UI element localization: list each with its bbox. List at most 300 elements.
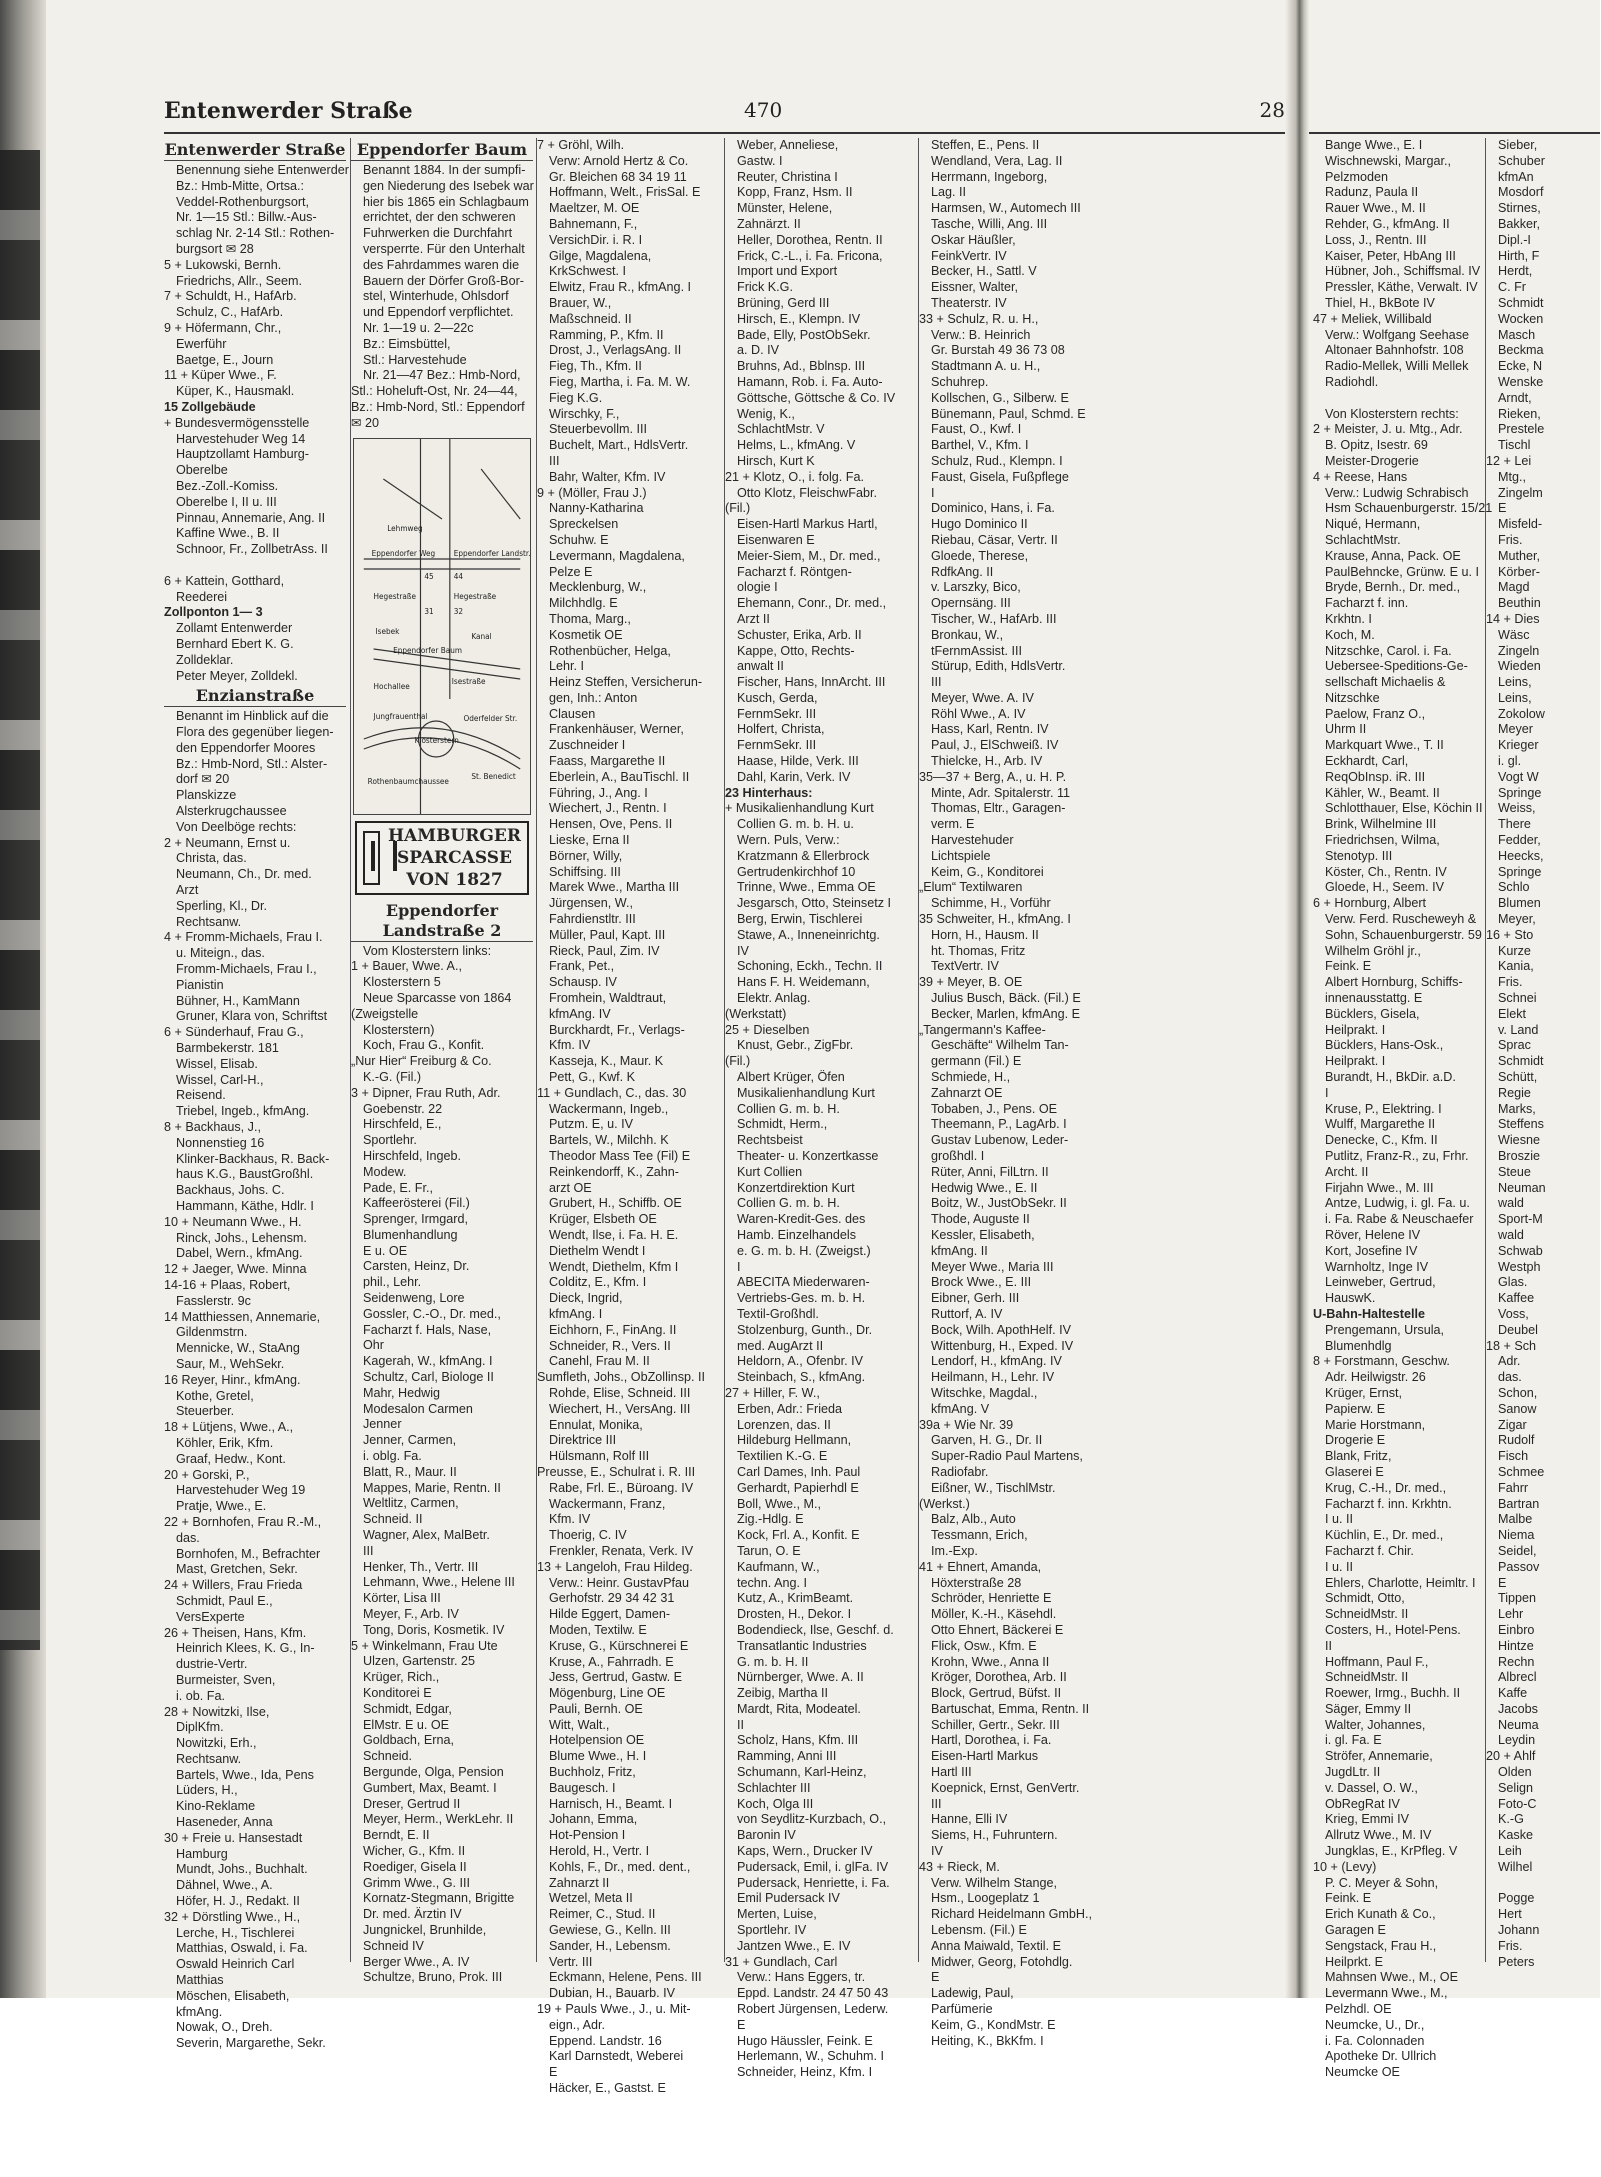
directory-entry: Flick, Osw., Kfm. E [931, 1638, 1037, 1653]
directory-entry: Koch, Frau G., Konfit. [363, 1038, 485, 1053]
directory-entry: Benennung siehe Entenwerder [176, 163, 349, 177]
directory-entry: E [931, 1970, 940, 1985]
directory-entry: Fieg, Th., Kfm. II [549, 359, 642, 374]
directory-entry: 26 + Theisen, Hans, Kfm. [164, 1625, 307, 1640]
directory-entry: Textil-Großhdl. [737, 1306, 819, 1321]
left-page [46, 0, 1285, 2096]
directory-entry: Eichhorn, F., FinAng. II [549, 1322, 677, 1337]
directory-entry: 14-16 + Plaas, Robert, [164, 1277, 291, 1292]
directory-entry: 11 + Küper Wwe., F. [164, 368, 277, 383]
map-label: Kanal [471, 631, 492, 641]
directory-entry: Dieck, Ingrid, [549, 1291, 623, 1306]
directory-entry: Modesalon Carmen [363, 1401, 473, 1416]
directory-entry: Hsm., Loogeplatz 1 [931, 1891, 1040, 1906]
directory-entry: 20 + Gorski, P., [164, 1467, 250, 1482]
directory-entry: Kruse, P., Elektring. I [1325, 1101, 1442, 1116]
directory-entry: I u. II [1325, 1559, 1353, 1574]
directory-entry: Jungnickel, Brunhilde, [363, 1922, 487, 1937]
directory-entry [1313, 391, 1481, 407]
directory-entry: Hot-Pension I [549, 1828, 626, 1843]
directory-entry: 14 + Dies [1486, 611, 1540, 626]
directory-entry: Lag. II [931, 185, 967, 200]
directory-entry: Theater- u. Konzertkasse [737, 1149, 879, 1163]
directory-entry: kfmAng. IV [549, 1006, 611, 1021]
directory-entry: Regie [1498, 1085, 1531, 1100]
directory-entry: Oskar Häußler, [931, 232, 1016, 247]
directory-entry: Baugesch. I [549, 1780, 616, 1795]
directory-entry: Wackermann, Franz, [549, 1496, 666, 1511]
directory-entry: Burckhardt, Fr., Verlags- [549, 1022, 685, 1037]
directory-entry: Konzertdirektion Kurt [737, 1180, 855, 1195]
directory-entry: Wagner, Alex, MalBetr. [363, 1528, 490, 1543]
directory-entry: Möschen, Elisabeth, [176, 1988, 290, 2003]
directory-entry: Wieden [1498, 659, 1541, 674]
directory-entry: Pudersack, Henriette, i. Fa. [737, 1875, 890, 1890]
directory-entry: Allrutz Wwe., M. IV [1325, 1828, 1432, 1843]
directory-entry: Bartels, W., Milchh. K [549, 1133, 669, 1148]
directory-entry: Peters [1498, 1954, 1535, 1969]
map-label: 45 [424, 571, 434, 581]
directory-entry: Schultze, Bruno, Prok. III [363, 1970, 503, 1985]
directory-entry: Kurze [1498, 943, 1531, 958]
directory-entry: Bruhns, Ad., Bblnsp. III [737, 359, 866, 374]
directory-entry: IV [931, 1844, 943, 1859]
directory-entry: I [931, 485, 935, 500]
directory-entry: Lehr. I [549, 659, 585, 674]
directory-entry: Glaserei E [1325, 1464, 1384, 1479]
directory-entry: Nitzschke, Carol. i. Fa. [1325, 643, 1452, 658]
directory-entry: Ströfer, Annemarie, [1325, 1749, 1433, 1764]
map-label: Klosterstern [414, 735, 459, 745]
directory-entry: Lehr [1498, 1607, 1524, 1622]
directory-entry: Schlachter III [737, 1780, 811, 1795]
directory-entry: Westph [1498, 1259, 1541, 1274]
directory-entry: ObRegRat IV [1325, 1796, 1400, 1811]
directory-entry: Pogge [1498, 1891, 1535, 1906]
directory-entry: Schmidt, Paul E., [176, 1593, 273, 1608]
map-label: Rothenbaumchaussee [367, 776, 449, 786]
directory-entry: Schmidt [1498, 295, 1544, 310]
directory-entry: Hanne, Elli IV [931, 1812, 1008, 1827]
directory-entry: u. Miteign., das. [176, 946, 265, 961]
directory-entry: Beuthin [1498, 596, 1541, 611]
directory-entry: Tessmann, Erich, [931, 1528, 1028, 1543]
directory-entry: 25 + Dieselben [725, 1022, 810, 1037]
directory-entry: Preusse, E., Schulrat i. R. III [537, 1464, 696, 1479]
directory-entry: von Seydlitz-Kurzbach, O., [737, 1812, 887, 1827]
directory-entry: Schumann, Karl-Heinz, [737, 1765, 867, 1780]
directory-entry: kfmAng. II [931, 1243, 988, 1258]
directory-entry: Theaterstr. IV [931, 295, 1007, 310]
directory-entry: Tarun, O. E [737, 1543, 801, 1558]
directory-entry: Sportlehr. IV [737, 1923, 807, 1938]
directory-entry: Brüning, Gerd III [737, 295, 830, 310]
directory-entry: Facharzt f. Chir. [1325, 1543, 1414, 1558]
directory-entry: Becker, Marlen, kfmAng. E [931, 1006, 1081, 1021]
directory-entry: 22 + Bornhofen, Frau R.-M., [164, 1514, 322, 1529]
directory-entry: KrkSchwest. I [549, 264, 626, 279]
directory-entry: dustrie-Vertr. [176, 1657, 248, 1672]
directory-entry: Drogerie E [1325, 1433, 1386, 1448]
directory-entry: Julius Busch, Bäck. (Fil.) E [931, 991, 1081, 1006]
directory-entry: 33 + Schulz, R. u. H., [919, 311, 1039, 326]
directory-entry: Loss, J., Rentn. III [1325, 232, 1427, 247]
street-heading: Enzianstraße [164, 686, 346, 707]
directory-entry: Colditz, E., Kfm. I [549, 1275, 647, 1290]
column-7 [1485, 138, 1601, 1969]
directory-entry: Theemann, P., LagArb. I [931, 1117, 1067, 1132]
directory-entry: Schneider, Heinz, Kfm. I [737, 2065, 873, 2080]
directory-entry: Bühner, H., KamMann [176, 993, 300, 1008]
directory-entry: Barmbekerstr. 181 [176, 1041, 279, 1056]
directory-entry: Seidenweng, Lore [363, 1291, 465, 1306]
directory-entry: Hamburg [176, 1846, 228, 1861]
directory-entry: Kfm. IV [549, 1038, 591, 1053]
directory-entry: Ehemann, Conr., Dr. med., [737, 596, 887, 611]
directory-entry: Meyer Wwe., Maria III [931, 1259, 1054, 1274]
directory-entry: Witschke, Magdal., [931, 1385, 1038, 1400]
directory-entry: Hass, Karl, Rentn. IV [931, 722, 1049, 737]
directory-entry: 4 + Reese, Hans [1313, 469, 1408, 484]
directory-entry: I [1325, 1085, 1329, 1100]
ad-text [388, 825, 521, 891]
directory-entry: Baronin IV [737, 1828, 796, 1843]
directory-entry: Gr. Burstah 49 36 73 08 [931, 343, 1065, 358]
directory-entry: Kruse, G., Kürschnerei E [549, 1638, 689, 1653]
directory-entry: III [931, 1796, 942, 1811]
directory-entry: Haase, Hilde, Verk. III [737, 754, 859, 769]
directory-entry: Bz.: Hmb-Nord, Stl.: Alster- [176, 756, 328, 771]
directory-entry: Dahl, Karin, Verk. IV [737, 769, 851, 784]
directory-entry: Sperling, Kl., Dr. [176, 898, 267, 913]
directory-entry: Hilde Eggert, Damen- [549, 1607, 671, 1622]
directory-entry: 24 + Willers, Frau Frieda [164, 1578, 303, 1593]
directory-entry: Wern. Puls, Verw.: [737, 833, 840, 848]
directory-entry: Facharzt f. inn. Krkhtn. [1325, 1496, 1452, 1511]
directory-entry: Zahnärzt. II [737, 216, 801, 231]
directory-entry: Zeibig, Martha II [737, 1686, 828, 1701]
directory-entry: Mappes, Marie, Rentn. II [363, 1480, 501, 1495]
directory-entry: Musikalienhandlung Kurt [737, 1085, 875, 1100]
directory-entry: I [737, 1259, 741, 1274]
map-label: Isestraße [451, 676, 486, 686]
directory-entry: Gerhofstr. 29 34 42 31 [549, 1591, 675, 1606]
directory-entry: Fromhein, Waldtraut, [549, 991, 667, 1006]
directory-entry: Goldbach, Erna, [363, 1733, 455, 1748]
directory-entry: Schmiede, H., [931, 1070, 1011, 1085]
directory-entry: ht. Thomas, Fritz [931, 943, 1026, 958]
directory-entry: „Tangermann's Kaffee- [919, 1022, 1046, 1037]
directory-entry: Hirsch, Kurt K [737, 453, 815, 468]
directory-entry: Benannt 1884. In der sumpfi- [363, 163, 526, 177]
directory-entry: Wendt, Diethelm, Kfm I [549, 1259, 679, 1274]
directory-entry: Hirschfeld, E., [363, 1117, 442, 1132]
directory-entry: Rothenbücher, Helga, [549, 643, 671, 658]
directory-entry: Meyer, [1498, 912, 1536, 927]
directory-entry: Henker, Th., Vertr. III [363, 1559, 479, 1574]
directory-entry: Wendland, Vera, Lag. II [931, 153, 1063, 168]
directory-entry: Heinz Steffen, Versicherun- [549, 675, 703, 690]
directory-entry: Oswald Heinrich Carl [176, 1957, 295, 1972]
directory-entry: Schoning, Eckh., Techn. II [737, 959, 883, 974]
directory-entry: Hübner, Joh., Schiffsmal. IV [1325, 264, 1481, 279]
directory-entry: Körter, Lisa III [363, 1591, 441, 1606]
directory-entry: Herlemann, W., Schuhm. I [737, 2049, 884, 2064]
directory-entry: (Werkstatt) [725, 1006, 787, 1021]
directory-entry: Bartuschat, Emma, Rentn. II [931, 1701, 1090, 1716]
directory-entry: DiplKfm. [176, 1720, 224, 1735]
directory-entry: Eisenwaren E [737, 532, 815, 547]
directory-entry: Geschäfte“ Wilhelm Tan- [931, 1038, 1069, 1053]
directory-entry: Scholz, Hans, Kfm. III [737, 1733, 859, 1748]
directory-entry: Verw.: Ludwig Schrabisch [1325, 485, 1469, 500]
directory-entry: Wackermann, Ingeb., [549, 1101, 669, 1116]
directory-entry: Steinbach, S., kfmAng. [737, 1370, 866, 1385]
directory-entry: Radiohdl. [1325, 374, 1379, 389]
directory-entry: Graaf, Hedw., Kont. [176, 1451, 286, 1466]
directory-entry: Niqué, Hermann, [1325, 517, 1421, 532]
directory-entry: Minte, Adr. Spitalerstr. 11 [931, 785, 1071, 800]
directory-entry: Emil Pudersack IV [737, 1891, 840, 1906]
directory-entry: Nitzschke [1325, 690, 1380, 705]
directory-entry: 11 + Gundlach, C., das. 30 [537, 1085, 687, 1100]
directory-entry: Boitz, W., JustObSekr. II [931, 1196, 1067, 1211]
directory-entry: Eibner, Gerh. III [931, 1291, 1020, 1306]
directory-entry: das. [176, 1530, 200, 1545]
directory-entry: Kappe, Otto, Rechts- [737, 643, 855, 658]
directory-entry: Verw: Arnold Hertz & Co. [549, 153, 689, 168]
directory-entry: Prengemann, Ursula, [1325, 1322, 1445, 1337]
directory-entry: Albert Hornburg, Schiffs- [1325, 975, 1463, 990]
directory-entry: med. AugArzt II [737, 1338, 824, 1353]
directory-entry: Frick, C.-L., i. Fa. Fricona, [737, 248, 883, 263]
subsection-heading: Zollponton 1— 3 [164, 605, 263, 620]
directory-entry: Eppend. Landstr. 16 [549, 2033, 662, 2048]
map-road [374, 659, 521, 679]
directory-entry: Lendorf, H., kfmAng. IV [931, 1354, 1062, 1369]
directory-entry: Block, Gertrud, Büfst. II [931, 1686, 1062, 1701]
directory-entry: Krieger [1498, 738, 1539, 753]
directory-entry: Bünemann, Paul, Schmd. E [931, 406, 1086, 421]
directory-entry: Pade, E. Fr., [363, 1180, 433, 1195]
directory-entry: Sohn, Schauenburgerstr. 59 [1325, 927, 1482, 942]
directory-entry: Sengstack, Frau H., [1325, 1938, 1437, 1953]
directory-entry: Ohr [363, 1338, 384, 1353]
directory-entry: Wiechert, J., Rentn. I [549, 801, 667, 816]
street-heading: Eppendorfer Landstraße 2 [351, 901, 533, 942]
directory-entry: Hartl III [931, 1765, 972, 1780]
directory-entry: E u. OE [363, 1243, 408, 1258]
directory-entry: Leins, [1498, 675, 1532, 690]
directory-entry: Ecke, N [1498, 359, 1543, 374]
directory-entry: III [549, 453, 560, 468]
directory-entry: Malbe [1498, 1512, 1533, 1527]
directory-entry: Fieg K.G. [549, 390, 603, 405]
directory-entry: Wulff, Margarethe II [1325, 1117, 1436, 1132]
directory-entry: Glas. [1498, 1275, 1528, 1290]
directory-entry: Bade, Elly, PostObSekr. [737, 327, 871, 342]
directory-entry: Backhaus, Johs. C. [176, 1183, 285, 1198]
directory-entry: Hensen, Ove, Pens. II [549, 817, 673, 832]
directory-entry: Merten, Luise, [737, 1907, 817, 1922]
directory-entry: Pratje, Wwe., E. [176, 1499, 267, 1514]
directory-entry: Erich Kunath & Co., [1325, 1907, 1436, 1922]
directory-entry: Blumenhandlung [363, 1227, 458, 1242]
directory-entry: Springe [1498, 864, 1542, 879]
directory-entry: 41 + Ehnert, Amanda, [919, 1559, 1042, 1574]
directory-entry: Bahr, Walter, Kfm. IV [549, 469, 666, 484]
directory-entry: Altonaer Bahnhofstr. 108 [1325, 343, 1464, 358]
directory-entry: Bergunde, Olga, Pension [363, 1764, 504, 1779]
ad-line-3: VON 1827 [406, 869, 503, 890]
directory-entry: anwalt II [737, 659, 784, 674]
directory-entry: Bz.: Eimsbüttel, [363, 336, 451, 351]
directory-entry: Hartl, Dorothea, i. Fa. [931, 1733, 1052, 1748]
directory-entry: 8 + Backhaus, J., [164, 1120, 261, 1135]
directory-entry: Heldorn, A., Ofenbr. IV [737, 1354, 864, 1369]
directory-entry: Kania, [1498, 959, 1534, 974]
directory-entry: Putlitz, Franz-R., zu, Frhr. [1325, 1149, 1469, 1163]
directory-entry: Carsten, Heinz, Dr. [363, 1259, 470, 1274]
directory-entry: Gerhardt, Papierhdl E [737, 1480, 859, 1495]
directory-entry: kfmAng. I [549, 1306, 603, 1321]
directory-entry: Reederei [176, 589, 228, 604]
directory-entry: Körber- [1498, 564, 1540, 579]
directory-entry: Kaps, Wern., Drucker IV [737, 1844, 873, 1859]
directory-entry: Kfm. IV [549, 1512, 591, 1527]
directory-entry: + Bundesvermögensstelle [164, 415, 310, 430]
directory-entry: Bücklers, Hans-Osk., [1325, 1038, 1444, 1053]
directory-entry: kfmAng. [176, 2004, 223, 2019]
ad-line-1: HAMBURGER [388, 825, 521, 846]
directory-entry: Costers, H., Hotel-Pens. [1325, 1622, 1461, 1637]
directory-entry: techn. Ang. I [737, 1575, 808, 1590]
directory-entry: Kessler, Elisabeth, [931, 1227, 1035, 1242]
directory-entry: Hugo Dominico II [931, 517, 1028, 532]
directory-entry: Wirschky, F., [549, 406, 620, 421]
directory-entry: Transatlantic Industries [737, 1638, 867, 1653]
directory-entry: Krause, Anna, Pack. OE [1325, 548, 1461, 563]
directory-entry: Adr. Heilwigstr. 26 [1325, 1370, 1426, 1385]
directory-entry: Jess, Gertrud, Gastw. E [549, 1670, 682, 1685]
directory-entry: Jungklas, E., KrPfleg. V [1325, 1844, 1458, 1859]
directory-entry: Burandt, H., BkDir. a.D. [1325, 1070, 1456, 1085]
directory-entry: Wenig, K., [737, 406, 795, 421]
directory-entry: Schlo [1498, 880, 1530, 895]
directory-entry: Kaffee [1498, 1291, 1535, 1306]
directory-entry: 31 + Gundlach, Carl [725, 1954, 838, 1969]
directory-entry: Kusch, Gerda, [737, 690, 818, 705]
directory-entry: Blumenhdlg [1325, 1338, 1392, 1353]
map-label: 32 [453, 606, 464, 616]
directory-entry: Hauptzollamt Hamburg- [176, 447, 309, 462]
page-header-right: 28 [1259, 98, 1285, 122]
directory-entry: 16 Reyer, Hinr., kfmAng. [164, 1372, 301, 1387]
directory-entry: Eisen-Hartl Markus [931, 1749, 1039, 1764]
directory-entry: Verw.: Wolfgang Seehase [1325, 327, 1469, 342]
directory-entry: Schultz, Carl, Biologe II [363, 1370, 494, 1385]
directory-entry: Collien G. m. b. H. [737, 1101, 840, 1116]
directory-entry: 35 Schweiter, H., kfmAng. I [919, 912, 1071, 927]
directory-entry: Dipl.-I [1498, 232, 1531, 247]
map-road [383, 479, 442, 519]
map-label: 44 [453, 571, 464, 581]
directory-entry: Nowak, O., Dreh. [176, 2020, 273, 2035]
directory-entry: Brauer, W., [549, 295, 612, 310]
directory-entry: Clausen [549, 706, 596, 721]
directory-entry: 10 + (Levy) [1313, 1859, 1377, 1874]
directory-entry: Lebensm. (Fil.) E [931, 1923, 1027, 1938]
directory-entry: Eppd. Landstr. 24 47 50 43 [737, 1986, 889, 2001]
directory-entry: germann (Fil.) E [931, 1054, 1022, 1069]
directory-entry: SchlachtMstr. V [737, 422, 825, 437]
directory-entry: Schneid. [363, 1749, 413, 1764]
directory-entry: Rudolf [1498, 1433, 1535, 1448]
directory-entry: Zolldeklar. [176, 652, 234, 667]
directory-entry: i. Fa. Colonnaden [1325, 2033, 1425, 2048]
directory-entry: Wiechert, H., VersAng. III [549, 1401, 691, 1416]
directory-entry: Kaffe [1498, 1686, 1528, 1701]
directory-entry: Fasslerstr. 9c [176, 1293, 251, 1308]
directory-entry: Reisend. [176, 1088, 226, 1103]
directory-entry: Kratzmann & Ellerbrock [737, 848, 870, 863]
directory-entry: Gastw. I [737, 153, 783, 168]
directory-entry: Masch [1498, 327, 1536, 342]
directory-entry: Sport-M [1498, 1212, 1543, 1227]
directory-entry: 6 + Hornburg, Albert [1313, 896, 1427, 911]
directory-entry: Jenner [363, 1417, 402, 1432]
directory-entry: Richard Heidelmann GmbH., [931, 1907, 1092, 1922]
directory-entry: Fris. [1498, 532, 1523, 547]
directory-entry: Collien G. m. b. H. u. [737, 817, 854, 832]
directory-entry: Rechn [1498, 1654, 1535, 1669]
directory-entry: Hans F. H. Weidemann, [737, 975, 870, 990]
directory-entry: Pauli, Bernh. OE [549, 1701, 643, 1716]
directory-entry: Rinck, Johs., Lehensm. [176, 1230, 307, 1245]
directory-entry: Köster, Ch., Rentn. IV [1325, 864, 1447, 879]
directory-entry: Eissner, Walter, [931, 280, 1019, 295]
directory-entry: Verw. Wilhelm Stange, [931, 1875, 1057, 1890]
directory-entry: Fieg, Martha, i. Fa. M. W. [549, 374, 691, 389]
directory-entry: Koepnick, Ernst, GenVertr. [931, 1780, 1080, 1795]
directory-entry: Keim, G., KondMstr. E [931, 2017, 1056, 2032]
directory-entry: Schulz, C., HafArb. [176, 305, 284, 320]
directory-entry: Zingelm [1498, 485, 1543, 500]
directory-entry: Weltlitz, Carmen, [363, 1496, 459, 1511]
directory-entry: Bronkau, W., [931, 627, 1004, 642]
directory-entry: Kutz, A., KrimBeamt. [737, 1591, 854, 1606]
directory-entry: Gertrudenkirchhof 10 [737, 864, 856, 879]
directory-entry: Weiss, [1498, 801, 1536, 816]
directory-entry: Mtg., [1498, 469, 1526, 484]
directory-entry: Heecks, [1498, 848, 1544, 863]
directory-entry: Köhler, Erik, Kfm. [176, 1435, 274, 1450]
directory-entry: Säger, Emmy II [1325, 1701, 1412, 1716]
directory-entry: Gewiese, G., Kelln. III [549, 1923, 671, 1938]
directory-entry: Pressler, Käthe, Verwalt. IV [1325, 280, 1478, 295]
directory-entry: Wetzel, Meta II [549, 1891, 633, 1906]
directory-entry: Mardt, Rita, Modeatel. [737, 1701, 861, 1716]
directory-entry: Nürnberger, Wwe. A. II [737, 1670, 864, 1685]
directory-entry: 32 + Dörstling Wwe., H., [164, 1909, 301, 1924]
directory-entry: Krieg, Emmi IV [1325, 1812, 1409, 1827]
directory-entry: Heilprakt. I [1325, 1054, 1386, 1069]
directory-entry: Berg, Erwin, Tischlerei [737, 912, 863, 927]
directory-entry: Feink. E [1325, 1891, 1372, 1906]
directory-entry: Bakker, [1498, 216, 1540, 231]
directory-entry: Jenner, Carmen, [363, 1433, 457, 1448]
directory-entry: 16 + Sto [1486, 927, 1534, 942]
